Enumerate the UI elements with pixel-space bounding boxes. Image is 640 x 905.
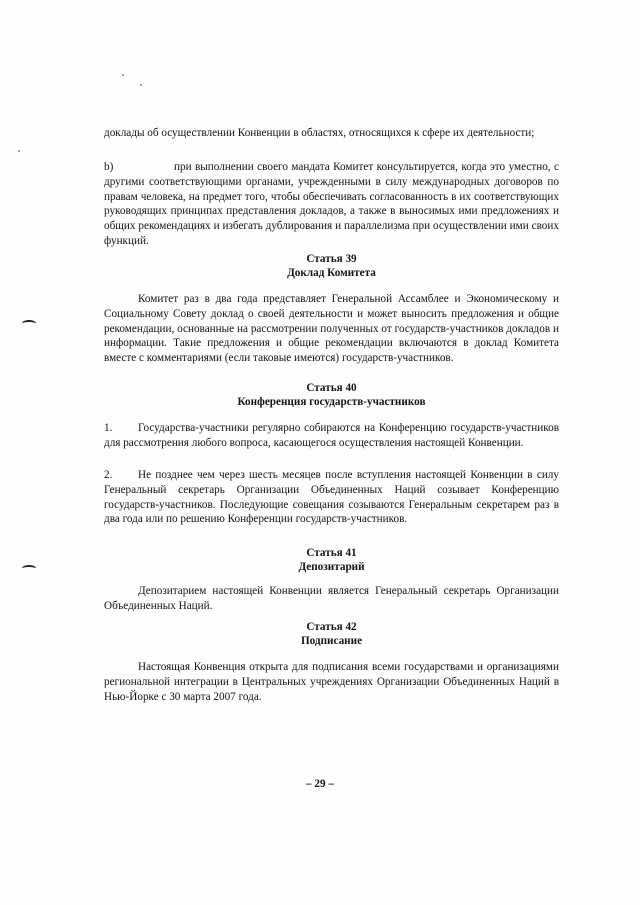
article-39-number: Статья 39 [306, 253, 357, 265]
item-b-text: при выполнении своего мандата Комитет консультируется, когда это уместно, с другими соответствующими органами, учрежденными в силу международных договоров по правам человека, на предмет того, чтобы обеспечивать согласованность в их соответствующих руководящих принципах представления докладов, а также в выносимых ими предложениях и общих рекомендациях и избегать дублирования и параллелизма при осуществлении ими своих функций. [104, 161, 559, 247]
paragraph-2-text: Не позднее чем через шесть месяцев после вступления настоящей Конвенции в силу Генеральный секретарь Организации Объединенных Наций созывает Конференцию государств-участников. Последующие совещания созываются Генеральным секретарем раз в два года или по решению Конференции государств-участников. [104, 469, 559, 526]
paragraph-1-number: 1. [104, 422, 113, 434]
article-40-number: Статья 40 [306, 382, 357, 394]
item-b-label: b) [104, 161, 114, 173]
article-42-number: Статья 42 [306, 621, 357, 633]
punch-hole-mark [22, 320, 36, 327]
lead-paragraph: доклады об осуществлении Конвенции в областях, относящихся к сфере их деятельности; [104, 127, 535, 139]
item-b-paragraph [104, 160, 559, 249]
scan-speck [18, 150, 20, 152]
article-39-text: Комитет раз в два года представляет Генеральной Ассамблее и Экономическому и Социальному Совету доклад о своей деятельности и может выносить предложения и общие рекомендации, основанные на рассмотрении полученных от государств-участников докладов и информации. Такие предложения и общие рекомендации включаются в доклад Комитета вместе с комментариями (если таковые имеются) государств-участников. [104, 293, 559, 365]
article-42-title: Подписание [300, 635, 363, 647]
article-39-title: Доклад Комитета [287, 267, 376, 279]
article-40-paragraph-1 [104, 421, 559, 451]
article-40-title: Конференция государств-участников [237, 396, 426, 408]
article-41-number: Статья 41 [306, 547, 357, 559]
article-40-paragraph-2 [104, 468, 559, 527]
scan-speck [122, 74, 124, 76]
article-41-text: Депозитарием настоящей Конвенции является Генеральный секретарь Организации Объединенных Наций. [104, 585, 559, 612]
paragraph-1-text: Государства-участники регулярно собираются на Конференцию государств-участников для рассмотрения любого вопроса, касающегося осуществления настоящей Конвенции. [104, 422, 559, 449]
article-42-text: Настоящая Конвенция открыта для подписания всеми государствами и организациями региональной интеграции в Центральных учреждениях Организации Объединенных Наций в Нью-Йорке с 30 марта 2007 года. [104, 661, 559, 703]
punch-hole-mark [22, 565, 36, 572]
page-number: – 29 – [306, 778, 334, 790]
article-41-title: Депозитарий [298, 561, 365, 573]
paragraph-2-number: 2. [104, 469, 113, 481]
scan-speck [140, 84, 142, 86]
